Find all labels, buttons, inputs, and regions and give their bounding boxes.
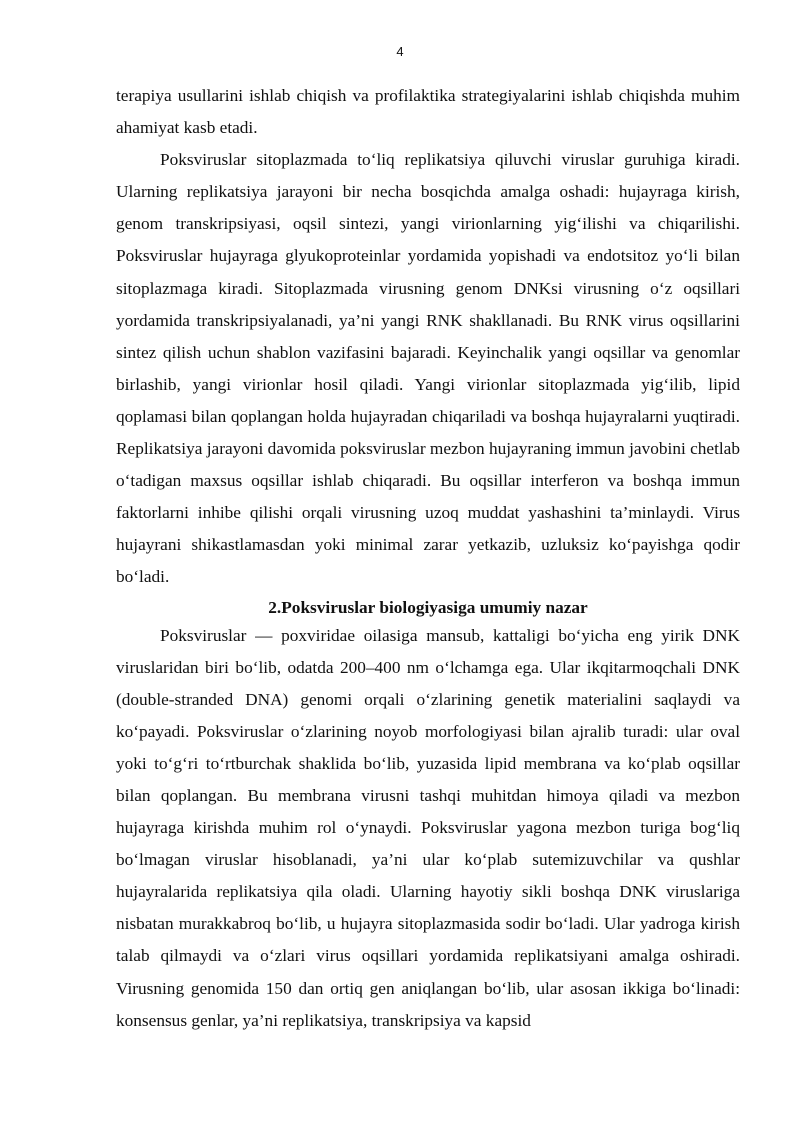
section-heading: 2.Poksviruslar biologiyasiga umumiy nazar	[268, 597, 588, 617]
paragraph-continued: terapiya usullarini ishlab chiqish va profilaktika strategiyalarini ishlab chiqishda muhim ahamiyat kasb etadi.	[116, 86, 740, 138]
paragraph-biology: Poksviruslar — poxviridae oilasiga mansub, kattaligi bo‘yicha eng yirik DNK viruslaridan biri bo‘lib, odatda 200–400 nm o‘lchamga ega. Ular ikqitarmoqchali DNK (double-stranded DNA) genomi orqali o‘zlarining genetik materialini saqlaydi va ko‘payadi. Poksviruslar o‘zlarining noyob morfologiyasi bilan ajralib turadi: ular oval yoki to‘g‘ri to‘rtburchak shaklida bo‘lib, yuzasida lipid membrana va ko‘plab oqsillar bilan qoplangan. Bu membrana virusni tashqi muhitdan himoya qiladi va mezbon hujayraga kirishda muhim rol o‘ynaydi. Poksviruslar yagona mezbon turiga bog‘liq bo‘lmagan viruslar hisoblanadi, ya’ni ular ko‘plab sutemizuvchilar va qushlar hujayralarida replikatsiya qila oladi. Ularning hayotiy sikli boshqa DNK viruslariga nisbatan murakkabroq bo‘lib, u hujayra sitoplazmasida sodir bo‘ladi. Ular yadroga kirish talab qilmaydi va o‘zlari virus oqsillari yordamida replikatsiyani amalga oshiradi. Virusning genomida 150 dan ortiq gen aniqlangan bo‘lib, ular asosan ikkiga bo‘linadi: konsensus genlar, ya’ni replikatsiya, transkripsiya va kapsid	[116, 625, 740, 1030]
document-body	[116, 80, 740, 1037]
paragraph-replication: Poksviruslar sitoplazmada to‘liq replikatsiya qiluvchi viruslar guruhiga kiradi. Ularning replikatsiya jarayoni bir necha bosqichda amalga oshadi: hujayraga kirish, genom transkripsiyasi, oqsil sintezi, yangi virionlarning yig‘ilishi va chiqarilishi. Poksviruslar hujayraga glyukoproteinlar yordamida yopishadi va endotsitoz yo‘li bilan sitoplazmaga kiradi. Sitoplazmada virusning genom DNKsi virusning o‘z oqsillari yordamida transkripsiyalanadi, ya’ni yangi RNK shakllanadi. Bu RNK virus oqsillarini sintez qilish uchun shablon vazifasini bajaradi. Keyinchalik yangi oqsillar va genomlar birlashib, yangi virionlar hosil qiladi. Yangi virionlar sitoplazmada yig‘ilib, lipid qoplamasi bilan qoplangan holda hujayradan chiqariladi va boshqa hujayralarni yuqtiradi. Replikatsiya jarayoni davomida poksviruslar mezbon hujayraning immun javobini chetlab o‘tadigan maxsus oqsillar ishlab chiqaradi. Bu oqsillar interferon va boshqa immun faktorlarni inhibe qilishi orqali virusning uzoq muddat yashashini ta’minlaydi. Virus hujayrani shikastlamasdan yoki minimal zarar yetkazib, uzluksiz ko‘payishga qodir bo‘ladi.	[116, 150, 740, 587]
page-number: 4	[396, 44, 404, 59]
